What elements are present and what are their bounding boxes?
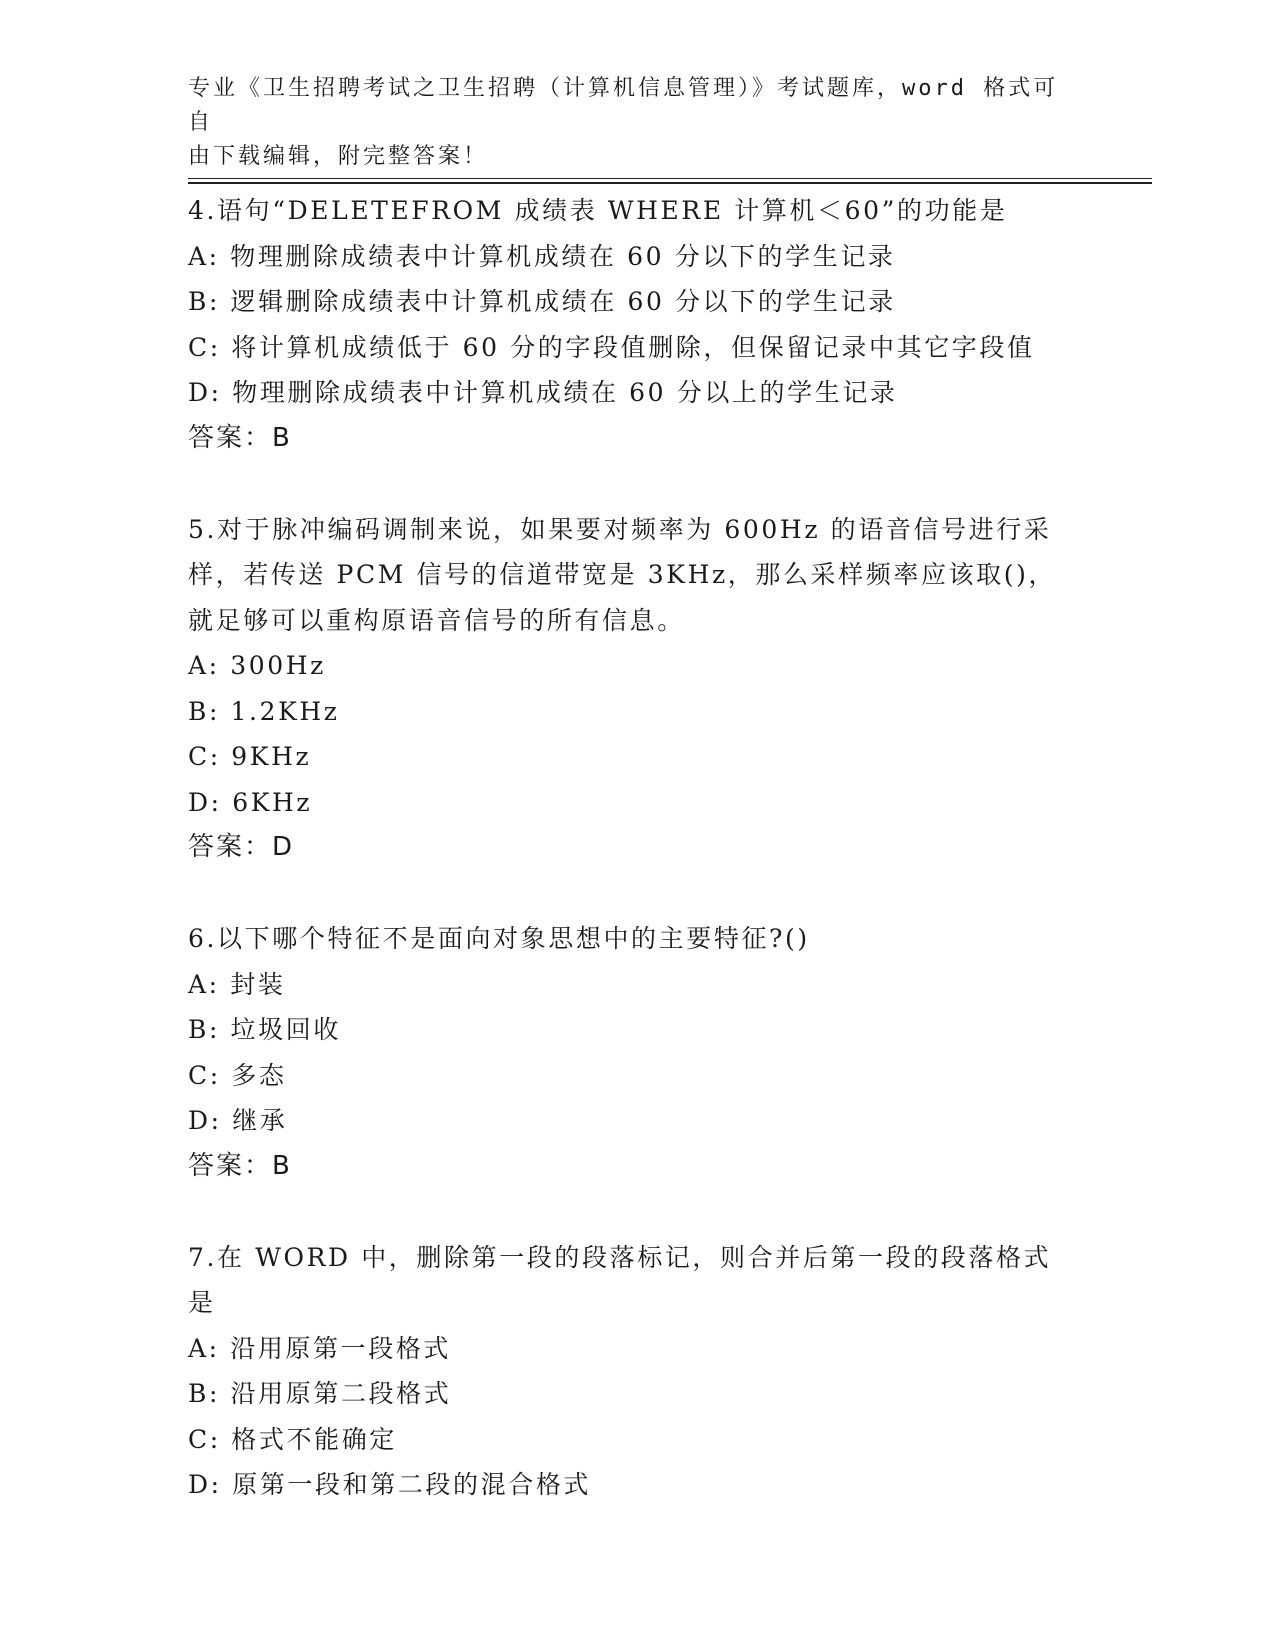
question-5 [188,507,1068,871]
question-spacer [188,461,1068,507]
answer-label: 答案：D [188,832,295,862]
option-c: C: 格式不能确定 [188,1424,397,1454]
question-spacer [188,871,1068,917]
option-b: B: 垃圾回收 [188,1015,341,1044]
option-b: B: 1.2KHz [188,696,340,726]
question-stem: 5.对于脉冲编码调制来说，如果要对频率为 600Hz 的语音信号进行采样，若传送 PCM 信号的信道带宽是 3KHz，那么采样频率应该取()，就足够可以重构原语音信号的所有信息。 [188,514,1057,635]
header-line-1: 专业《卫生招聘考试之卫生招聘（计算机信息管理）》考试题库，word 格式可自 [188,76,1059,135]
option-d: D: 物理删除成绩表中计算机成绩在 60 分以上的学生记录 [188,378,898,407]
option-d: D: 6KHz [188,787,313,817]
header-divider-thick [188,182,1152,184]
question-6 [188,916,1068,1189]
header-line-2: 由下载编辑，附完整答案！ [188,144,489,169]
question-4 [188,188,1068,461]
option-a: A: 封装 [188,969,286,999]
option-c: C: 多态 [188,1060,287,1090]
option-d: D: 原第一段和第二段的混合格式 [188,1470,592,1499]
option-c: C: 9KHz [188,742,312,771]
option-d: D: 继承 [188,1106,288,1135]
option-a: A: 物理删除成绩表中计算机成绩在 60 分以下的学生记录 [188,241,896,271]
question-7 [188,1235,1068,1508]
option-a: A: 沿用原第一段格式 [188,1333,452,1363]
document-header [188,72,1068,174]
answer-label: 答案：B [188,422,292,453]
option-c: C: 将计算机成绩低于 60 分的字段值删除，但保留记录中其它字段值 [188,332,1035,362]
question-stem: 7.在 WORD 中，删除第一段的段落标记，则合并后第一段的段落格式是 [188,1242,1052,1317]
question-stem: 4.语句“DELETEFROM 成绩表 WHERE 计算机＜60”的功能是 [188,196,1008,225]
option-b: B: 沿用原第二段格式 [188,1379,452,1408]
question-spacer [188,1189,1068,1235]
question-list [188,188,1068,1508]
option-b: B: 逻辑删除成绩表中计算机成绩在 60 分以下的学生记录 [188,287,896,316]
answer-label: 答案：B [188,1150,292,1181]
question-stem: 6.以下哪个特征不是面向对象思想中的主要特征?() [188,924,810,953]
option-a: A: 300Hz [188,651,326,680]
header-divider-thin [188,178,1152,179]
